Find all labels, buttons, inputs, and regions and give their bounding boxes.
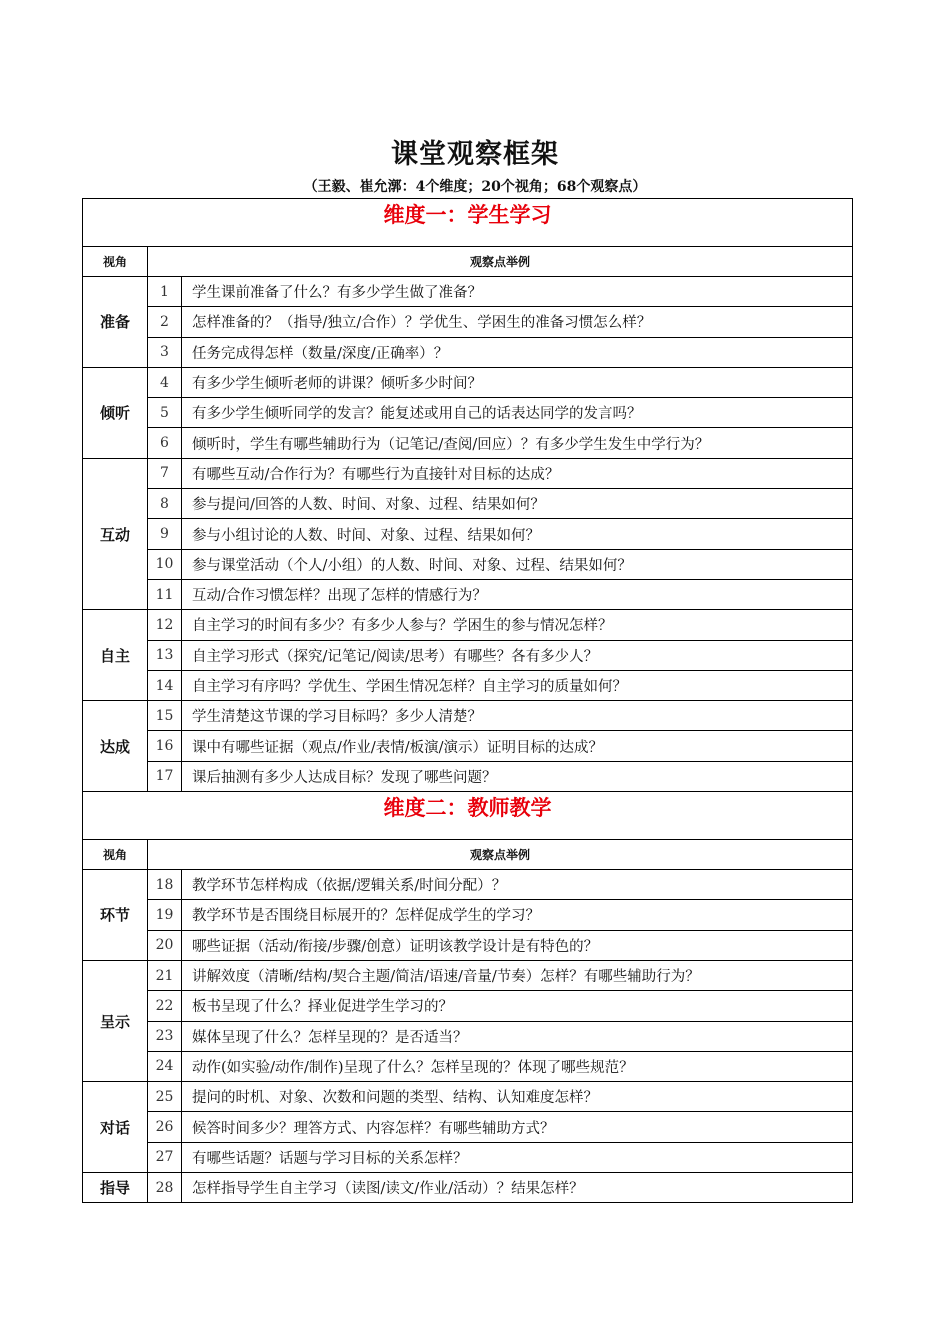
view-label: 自主 — [83, 610, 148, 701]
point-text: 有哪些话题？话题与学习目标的关系怎样？ — [182, 1142, 853, 1172]
page-subtitle: （王毅、崔允漷：4个维度；20个视角；68个观察点） — [303, 179, 647, 195]
point-number: 11 — [148, 579, 182, 609]
table-row — [83, 870, 853, 900]
point-number: 22 — [148, 991, 182, 1021]
table-row — [83, 731, 853, 761]
point-number: 17 — [148, 761, 182, 791]
point-number: 27 — [148, 1142, 182, 1172]
point-number: 6 — [148, 428, 182, 458]
dimension-title-spacer-cell — [83, 822, 853, 840]
point-text: 课后抽测有多少人达成目标？发现了哪些问题？ — [182, 761, 853, 791]
point-number: 4 — [148, 367, 182, 397]
point-number: 1 — [148, 277, 182, 307]
point-text: 教学环节怎样构成（依据/逻辑关系/时间分配）？ — [182, 870, 853, 900]
point-text: 有哪些互动/合作行为？有哪些行为直接针对目标的达成？ — [182, 458, 853, 488]
point-number: 10 — [148, 549, 182, 579]
table-row — [83, 367, 853, 397]
page-title: 课堂观察框架 — [391, 139, 559, 170]
point-number: 13 — [148, 640, 182, 670]
point-text: 有多少学生倾听老师的讲课？倾听多少时间？ — [182, 367, 853, 397]
table-row — [83, 1173, 853, 1203]
point-number: 19 — [148, 900, 182, 930]
point-text: 有多少学生倾听同学的发言？能复述或用自己的话表达同学的发言吗？ — [182, 398, 853, 428]
dimension-title: 维度一：学生学习 — [83, 199, 853, 230]
table-row — [83, 458, 853, 488]
point-number: 28 — [148, 1173, 182, 1203]
point-text: 教学环节是否围绕目标展开的？怎样促成学生的学习？ — [182, 900, 853, 930]
table-row — [83, 519, 853, 549]
point-text: 自主学习形式（探究/记笔记/阅读/思考）有哪些？各有多少人？ — [182, 640, 853, 670]
observation-framework-table — [82, 198, 853, 1203]
point-text: 自主学习的时间有多少？有多少人参与？学困生的参与情况怎样？ — [182, 610, 853, 640]
point-number: 3 — [148, 337, 182, 367]
header-points: 观察点举例 — [148, 247, 853, 277]
table-row — [83, 960, 853, 990]
point-text: 板书呈现了什么？择业促进学生学习的？ — [182, 991, 853, 1021]
table-row — [83, 1082, 853, 1112]
point-number: 24 — [148, 1051, 182, 1081]
header-view: 视角 — [83, 247, 148, 277]
point-number: 23 — [148, 1021, 182, 1051]
table-row — [83, 991, 853, 1021]
view-label: 呈示 — [83, 960, 148, 1081]
point-text: 学生课前准备了什么？有多少学生做了准备？ — [182, 277, 853, 307]
point-number: 15 — [148, 701, 182, 731]
table-row — [83, 398, 853, 428]
point-number: 25 — [148, 1082, 182, 1112]
point-text: 媒体呈现了什么？怎样呈现的？是否适当？ — [182, 1021, 853, 1051]
table-body — [83, 199, 853, 1203]
header-view: 视角 — [83, 840, 148, 870]
table-row — [83, 1051, 853, 1081]
point-number: 21 — [148, 960, 182, 990]
view-label: 环节 — [83, 870, 148, 961]
point-number: 8 — [148, 489, 182, 519]
point-number: 9 — [148, 519, 182, 549]
table-row — [83, 701, 853, 731]
point-text: 讲解效度（清晰/结构/契合主题/简洁/语速/音量/节奏）怎样？有哪些辅助行为？ — [182, 960, 853, 990]
view-label: 互动 — [83, 458, 148, 609]
dimension-title-spacer — [83, 229, 853, 247]
view-label: 准备 — [83, 277, 148, 368]
table-row — [83, 640, 853, 670]
table-row — [83, 277, 853, 307]
table-row — [83, 1021, 853, 1051]
table-row — [83, 930, 853, 960]
point-text: 倾听时，学生有哪些辅助行为（记笔记/查阅/回应）？有多少学生发生中学行为？ — [182, 428, 853, 458]
table-row — [83, 428, 853, 458]
point-text: 哪些证据（活动/衔接/步骤/创意）证明该教学设计是有特色的？ — [182, 930, 853, 960]
point-text: 自主学习有序吗？学优生、学困生情况怎样？自主学习的质量如何？ — [182, 670, 853, 700]
point-text: 互动/合作习惯怎样？出现了怎样的情感行为？ — [182, 579, 853, 609]
point-number: 26 — [148, 1112, 182, 1142]
dimension-title-row — [83, 792, 853, 823]
point-number: 18 — [148, 870, 182, 900]
point-number: 5 — [148, 398, 182, 428]
table-row — [83, 670, 853, 700]
table-row — [83, 307, 853, 337]
point-text: 动作(如实验/动作/制作)呈现了什么？怎样呈现的？体现了哪些规范？ — [182, 1051, 853, 1081]
dimension-title-spacer — [83, 822, 853, 840]
header-points: 观察点举例 — [148, 840, 853, 870]
point-text: 参与课堂活动（个人/小组）的人数、时间、对象、过程、结果如何？ — [182, 549, 853, 579]
table-row — [83, 337, 853, 367]
dimension-title-spacer-cell — [83, 229, 853, 247]
view-label: 对话 — [83, 1082, 148, 1173]
point-text: 怎样准备的？（指导/独立/合作）？学优生、学困生的准备习惯怎么样？ — [182, 307, 853, 337]
dimension-title-row — [83, 199, 853, 230]
point-text: 提问的时机、对象、次数和问题的类型、结构、认知难度怎样？ — [182, 1082, 853, 1112]
point-text: 怎样指导学生自主学习（读图/读文/作业/活动）？结果怎样？ — [182, 1173, 853, 1203]
view-label: 达成 — [83, 701, 148, 792]
point-number: 16 — [148, 731, 182, 761]
point-text: 参与小组讨论的人数、时间、对象、过程、结果如何？ — [182, 519, 853, 549]
table-row — [83, 579, 853, 609]
point-text: 课中有哪些证据（观点/作业/表情/板演/演示）证明目标的达成？ — [182, 731, 853, 761]
table-row — [83, 489, 853, 519]
point-number: 14 — [148, 670, 182, 700]
table-row — [83, 1142, 853, 1172]
table-row — [83, 610, 853, 640]
view-label: 倾听 — [83, 367, 148, 458]
table-header-row — [83, 247, 853, 277]
point-text: 参与提问/回答的人数、时间、对象、过程、结果如何？ — [182, 489, 853, 519]
table-row — [83, 761, 853, 791]
point-text: 候答时间多少？理答方式、内容怎样？有哪些辅助方式？ — [182, 1112, 853, 1142]
view-label: 指导 — [83, 1173, 148, 1203]
point-number: 7 — [148, 458, 182, 488]
point-text: 任务完成得怎样（数量/深度/正确率）？ — [182, 337, 853, 367]
point-number: 20 — [148, 930, 182, 960]
point-text: 学生清楚这节课的学习目标吗？多少人清楚？ — [182, 701, 853, 731]
table-header-row — [83, 840, 853, 870]
point-number: 12 — [148, 610, 182, 640]
point-number: 2 — [148, 307, 182, 337]
table-row — [83, 900, 853, 930]
dimension-title: 维度二：教师教学 — [83, 792, 853, 823]
table-row — [83, 549, 853, 579]
table-row — [83, 1112, 853, 1142]
